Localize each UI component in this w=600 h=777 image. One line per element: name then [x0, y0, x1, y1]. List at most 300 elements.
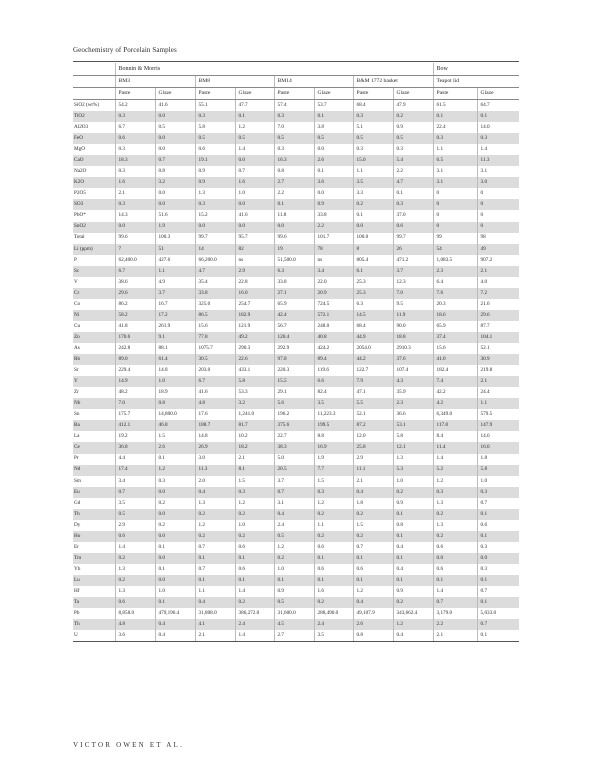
row-label: Lu	[73, 575, 115, 586]
table-row	[73, 619, 519, 630]
table-cell: 0.2	[393, 487, 433, 498]
header-row-groups	[73, 63, 519, 76]
table-cell: 0.0	[235, 155, 274, 166]
table-cell: 1.1	[433, 144, 477, 155]
table-cell: 11,223.3	[314, 409, 353, 420]
table-row	[73, 199, 519, 210]
table-cell: 907.2	[477, 255, 519, 266]
table-cell: 0.2	[314, 531, 353, 542]
row-label: SiO2 (wt%)	[74, 101, 99, 108]
table-cell: 29.6	[477, 310, 519, 321]
row-label: Ni	[73, 310, 115, 321]
table-cell: 21.6	[477, 299, 519, 310]
table-cell: 22.0	[314, 277, 353, 288]
table-cell: 7.4	[433, 376, 477, 387]
row-label: P	[74, 256, 77, 263]
table-cell: 3.5	[353, 177, 393, 188]
table-cell: 104.1	[477, 332, 519, 343]
table-cell: 0.1	[235, 575, 274, 586]
table-cell: 0.2	[195, 531, 235, 542]
table-cell: 5,033.0	[477, 608, 519, 619]
table-cell: 0.2	[353, 199, 393, 210]
table-cell: 17.2	[155, 310, 195, 321]
row-label: Sr	[74, 367, 79, 374]
table-cell: 19.1	[195, 155, 235, 166]
table-cell: 1.3	[195, 188, 235, 199]
table-cell: 0.6	[433, 564, 477, 575]
table-cell: 0.3	[433, 487, 477, 498]
table-cell: 15.2	[195, 210, 235, 221]
table-cell: 1.1	[195, 586, 235, 597]
table-cell: 2.3	[433, 266, 477, 277]
table-cell: 0.3	[195, 199, 235, 210]
row-label: V	[74, 278, 78, 285]
table-cell: 0.9	[195, 177, 235, 188]
table-cell: 0.0	[477, 553, 519, 564]
row-label: Sc	[73, 266, 115, 277]
table-cell: 49,107.9	[353, 608, 393, 619]
table-cell: 0.0	[155, 144, 195, 155]
table-cell: 0.8	[274, 166, 314, 177]
table-cell: 24.4	[477, 387, 519, 398]
table-cell: 424.2	[314, 343, 353, 354]
table-cell: 2.1	[115, 188, 155, 199]
table-cell: 22.8	[235, 277, 274, 288]
table-cell: 2.1	[235, 454, 274, 465]
row-label: Total	[74, 234, 85, 241]
table-cell: 22.6	[235, 354, 274, 365]
table-cell: 220.3	[274, 365, 314, 376]
table-cell: 0.0	[155, 111, 195, 122]
table-cell: 98	[477, 233, 519, 244]
table-cell: 47.9	[393, 100, 433, 112]
table-cell: 1.0	[235, 520, 274, 531]
table-cell: 6.7	[195, 376, 235, 387]
table-cell: 0.2	[353, 509, 393, 520]
table-cell: 11.3	[477, 155, 519, 166]
table-cell: 82.4	[314, 387, 353, 398]
table-cell: 20.3	[433, 299, 477, 310]
table-cell: 0.1	[235, 111, 274, 122]
table-cell: 1.2	[274, 542, 314, 553]
table-cell: 11.4	[433, 442, 477, 453]
table-cell: 0.0	[433, 553, 477, 564]
table-cell: 38.3	[274, 442, 314, 453]
table-row	[73, 420, 519, 431]
table-cell: 0.5	[195, 133, 235, 144]
table-cell: 1.3	[393, 454, 433, 465]
table-cell: 2.9	[353, 454, 393, 465]
table-cell: 1.2	[393, 619, 433, 630]
table-cell: 0.2	[155, 498, 195, 509]
table-cell: 121.9	[235, 321, 274, 332]
table-cell: 0.0	[155, 509, 195, 520]
row-label: Hf	[74, 587, 80, 594]
table-cell: 0.5	[314, 133, 353, 144]
table-cell: 51	[155, 244, 195, 255]
table-row	[73, 354, 519, 365]
table-cell: 1.4	[115, 542, 155, 553]
table-cell: 89.4	[314, 354, 353, 365]
table-cell: 0.4	[195, 597, 235, 608]
table-cell: 22.4	[433, 122, 477, 133]
table-cell: 0.7	[195, 564, 235, 575]
table-cell: 8.8	[314, 431, 353, 442]
table-cell: 2.4	[314, 619, 353, 630]
table-cell: 0.1	[235, 553, 274, 564]
table-cell: 0.1	[274, 199, 314, 210]
table-row	[73, 409, 519, 420]
table-cell: 0.3	[393, 144, 433, 155]
row-label: Eu	[73, 487, 115, 498]
table-cell: 64.7	[477, 100, 519, 112]
table-cell: 0.1	[155, 564, 195, 575]
table-row	[73, 310, 519, 321]
table-cell: 14	[195, 244, 235, 255]
table-cell: 254.7	[235, 299, 274, 310]
table-cell: 1.1	[477, 398, 519, 409]
table-cell: 0.3	[115, 111, 155, 122]
row-label: Ba	[73, 420, 115, 431]
table-cell: 1.6	[115, 177, 155, 188]
table-body	[73, 63, 519, 642]
table-cell: 248.0	[314, 321, 353, 332]
table-cell: 25.8	[353, 442, 393, 453]
table-cell: 4.1	[195, 619, 235, 630]
table-cell: 14,800.0	[155, 409, 195, 420]
table-row	[73, 343, 519, 354]
table-cell: 5.8	[393, 431, 433, 442]
row-label: Cu	[74, 322, 81, 329]
table-cell: 0.2	[235, 509, 274, 520]
table-cell: 48.2	[115, 387, 155, 398]
table-cell: 0.9	[393, 498, 433, 509]
table-cell: 16.3	[274, 155, 314, 166]
header-sample: BM3	[115, 76, 195, 88]
table-cell: 0.3	[477, 487, 519, 498]
table-row	[73, 442, 519, 453]
table-cell: 65.9	[274, 299, 314, 310]
row-label: Pb	[74, 610, 80, 617]
table-cell: 0.6	[235, 564, 274, 575]
table-cell: 0.1	[353, 553, 393, 564]
table-cell: 3.2	[155, 177, 195, 188]
table-cell: 3.7	[274, 476, 314, 487]
table-cell: 17.6	[195, 409, 235, 420]
row-label: Yb	[74, 565, 81, 572]
table-row	[73, 597, 519, 608]
table-cell: 0	[433, 188, 477, 199]
table-cell: 54.2	[115, 100, 155, 112]
table-cell: 0.1	[477, 575, 519, 586]
table-cell: 16.0	[235, 288, 274, 299]
table-cell: 3.5	[314, 398, 353, 409]
table-cell: 2.4	[274, 520, 314, 531]
table-cell: 4.8	[195, 398, 235, 409]
table-cell: 0.0	[314, 188, 353, 199]
table-row	[73, 144, 519, 155]
table-cell: 0.7	[115, 487, 155, 498]
table-cell: 2.1	[477, 266, 519, 277]
row-label: Sm	[74, 477, 81, 484]
table-cell: 0.0	[155, 188, 195, 199]
table-cell: 1.4	[433, 586, 477, 597]
row-label: Ce	[73, 442, 115, 453]
table-cell: 805.4	[353, 255, 393, 266]
table-cell: 433.1	[235, 365, 274, 376]
table-cell: 100.3	[155, 233, 195, 244]
table-cell: 42.4	[274, 310, 314, 321]
table-cell: 1.4	[433, 454, 477, 465]
table-cell: 0.8	[155, 166, 195, 177]
table-cell: 0.4	[393, 564, 433, 575]
table-cell: 15.6	[195, 321, 235, 332]
table-cell: 0.4	[274, 509, 314, 520]
table-cell: 0.6	[195, 144, 235, 155]
table-row	[73, 332, 519, 343]
table-cell: 7.0	[393, 288, 433, 299]
table-cell: 0.6	[115, 531, 155, 542]
table-cell: 0.4	[393, 542, 433, 553]
table-cell: 15.0	[353, 155, 393, 166]
table-cell: 0.0	[353, 222, 393, 233]
table-cell: 0.6	[314, 542, 353, 553]
table-cell: 10.2	[235, 431, 274, 442]
table-cell: 386,272.0	[235, 608, 274, 619]
table-cell: 41.0	[433, 354, 477, 365]
table-cell: 0	[433, 222, 477, 233]
table-cell: 0.1	[393, 531, 433, 542]
table-row	[73, 376, 519, 387]
table-row	[73, 155, 519, 166]
table-row	[73, 575, 519, 586]
table-cell: 8,858.0	[115, 608, 155, 619]
table-cell: 1.3	[433, 498, 477, 509]
header-subcol: Paste	[115, 88, 155, 100]
table-cell: 33.8	[274, 277, 314, 288]
row-label: Er	[74, 543, 79, 550]
table-cell: 4.7	[195, 266, 235, 277]
table-row	[73, 299, 519, 310]
table-cell: 219.8	[477, 365, 519, 376]
row-label: As	[74, 344, 80, 351]
table-cell: 5.1	[353, 122, 393, 133]
table-cell: 41.6	[195, 387, 235, 398]
table-cell: 4.2	[433, 398, 477, 409]
row-label: Rb	[73, 354, 115, 365]
table-cell: 3.7	[155, 288, 195, 299]
table-cell: 11.9	[393, 310, 433, 321]
table-cell: 35.4	[195, 277, 235, 288]
table-cell: 100.0	[353, 233, 393, 244]
table-cell: 5.2	[433, 465, 477, 476]
table-cell: 1.5	[155, 431, 195, 442]
table-cell: 2.7	[274, 177, 314, 188]
table-cell: 4.5	[274, 619, 314, 630]
table-cell: 0.8	[155, 398, 195, 409]
table-cell: 2.2	[314, 222, 353, 233]
row-label: Nd	[73, 465, 115, 476]
table-cell: 3.7	[393, 266, 433, 277]
table-cell: 41.8	[115, 321, 155, 332]
table-cell: 3.1	[433, 166, 477, 177]
table-cell: 0.5	[235, 133, 274, 144]
table-cell: 2.2	[433, 619, 477, 630]
table-cell: 19.2	[115, 431, 155, 442]
table-cell: 1.3	[433, 520, 477, 531]
table-cell: 412.1	[115, 420, 155, 431]
table-cell: 0.6	[115, 597, 155, 608]
table-cell: 0.2	[274, 553, 314, 564]
table-cell: 77.8	[195, 332, 235, 343]
row-label: Li (ppm)	[73, 244, 115, 255]
table-row	[73, 166, 519, 177]
table-cell: 7.0	[115, 398, 155, 409]
table-cell: 0	[477, 188, 519, 199]
table-cell: 0.1	[314, 111, 353, 122]
header-sample: BM14	[274, 76, 353, 88]
table-cell: 0.0	[235, 222, 274, 233]
table-cell: 8.1	[235, 465, 274, 476]
table-cell: 29.6	[115, 288, 155, 299]
table-cell: 17.4	[115, 465, 155, 476]
table-cell: 0.0	[155, 575, 195, 586]
row-label: Ho	[73, 531, 115, 542]
table-cell: 0	[433, 210, 477, 221]
table-cell: 3.0	[477, 177, 519, 188]
table-cell: 1.3	[195, 498, 235, 509]
table-cell: 3.2	[235, 398, 274, 409]
table-cell: 0.6	[235, 542, 274, 553]
table-cell: 1,241.0	[235, 409, 274, 420]
table-cell: 7	[115, 244, 155, 255]
table-cell: 0.1	[477, 597, 519, 608]
header-group-bonnin-morris: Bonnin & Morris	[115, 63, 433, 76]
table-cell: 579.5	[477, 409, 519, 420]
table-cell: 14.9	[115, 376, 155, 387]
table-cell: 0.4	[155, 619, 195, 630]
table-cell: 1.1	[314, 520, 353, 531]
row-label: Gd	[74, 499, 81, 506]
table-cell: 44.2	[353, 354, 393, 365]
table-cell: 0.0	[274, 222, 314, 233]
table-cell: 49	[477, 244, 519, 255]
table-cell: 3.6	[314, 177, 353, 188]
table-cell: 27.1	[274, 288, 314, 299]
header-subcol: Glaze	[235, 88, 274, 100]
table-cell: 0.2	[393, 111, 433, 122]
table-cell: 2.9	[115, 520, 155, 531]
table-cell: 120.4	[274, 332, 314, 343]
table-cell: 20.9	[314, 288, 353, 299]
row-label: Th	[73, 619, 115, 630]
table-cell: 0	[477, 222, 519, 233]
table-cell: 38.6	[115, 277, 155, 288]
table-row	[73, 188, 519, 199]
table-cell: 51.6	[155, 210, 195, 221]
table-cell: 16.9	[314, 442, 353, 453]
table-cell: 0.3	[353, 144, 393, 155]
table-cell: 15.6	[433, 343, 477, 354]
table-cell: 1.2	[155, 465, 195, 476]
table-cell: 18.6	[433, 310, 477, 321]
table-cell: 0.0	[155, 553, 195, 564]
table-row	[73, 233, 519, 244]
row-label: Cr	[73, 288, 115, 299]
table-cell: 0.0	[155, 199, 195, 210]
table-cell: 2.3	[393, 398, 433, 409]
table-cell: 86.2	[115, 299, 155, 310]
table-cell: 7.9	[353, 376, 393, 387]
table-cell: 6.7	[115, 266, 155, 277]
table-cell: 1075.7	[195, 343, 235, 354]
row-label: Tb	[73, 509, 115, 520]
table-cell: 0.0	[115, 222, 155, 233]
table-cell: 0.2	[314, 597, 353, 608]
table-cell: 1.9	[155, 222, 195, 233]
table-cell: 6.6	[314, 376, 353, 387]
table-cell: 4.8	[115, 619, 155, 630]
table-cell: 41.6	[155, 100, 195, 112]
table-row	[73, 321, 519, 332]
table-cell: 0.6	[314, 564, 353, 575]
table-cell: 119.6	[314, 365, 353, 376]
table-cell: 1.4	[235, 630, 274, 642]
header-row-samples	[73, 76, 519, 88]
table-cell: 2.9	[235, 266, 274, 277]
running-footer: VICTOR OWEN ET AL.	[73, 741, 184, 749]
table-cell: 66,200.0	[195, 255, 235, 266]
table-cell: 2910.3	[393, 343, 433, 354]
table-cell: 0.0	[155, 531, 195, 542]
table-cell: 147.9	[477, 420, 519, 431]
table-cell: 58.2	[115, 310, 155, 321]
table-row	[73, 542, 519, 553]
table-cell: 16.7	[155, 299, 195, 310]
table-cell: 0.5	[274, 531, 314, 542]
table-cell: 3.4	[314, 266, 353, 277]
table-cell: 18.3	[115, 155, 155, 166]
table-cell: 12.3	[393, 277, 433, 288]
table-cell: 1.6	[314, 586, 353, 597]
table-cell: 0.3	[115, 199, 155, 210]
table-cell: 3.5	[115, 498, 155, 509]
header-subcol: Paste	[353, 88, 393, 100]
table-cell: 25.3	[353, 288, 393, 299]
table-cell: 5.8	[477, 465, 519, 476]
table-cell: 37.6	[393, 354, 433, 365]
table-cell: 16.0	[477, 442, 519, 453]
row-label: SnO2	[73, 222, 115, 233]
table-cell: 0.6	[353, 564, 393, 575]
table-cell: 0.1	[477, 509, 519, 520]
table-cell: 0	[433, 199, 477, 210]
table-cell: 12.0	[353, 431, 393, 442]
table-cell: 4.9	[155, 277, 195, 288]
table-cell: 6.3	[353, 299, 393, 310]
table-cell: 2.6	[353, 619, 393, 630]
table-row	[73, 509, 519, 520]
row-label: SO3	[73, 199, 115, 210]
table-cell: 288,490.0	[314, 608, 353, 619]
table-cell: 6.5	[433, 155, 477, 166]
table-cell: 18.9	[155, 387, 195, 398]
table-cell: 30.9	[477, 354, 519, 365]
table-cell: 36.6	[393, 409, 433, 420]
table-cell: 0.1	[314, 575, 353, 586]
table-cell: 6.7	[115, 122, 155, 133]
table-row	[73, 277, 519, 288]
